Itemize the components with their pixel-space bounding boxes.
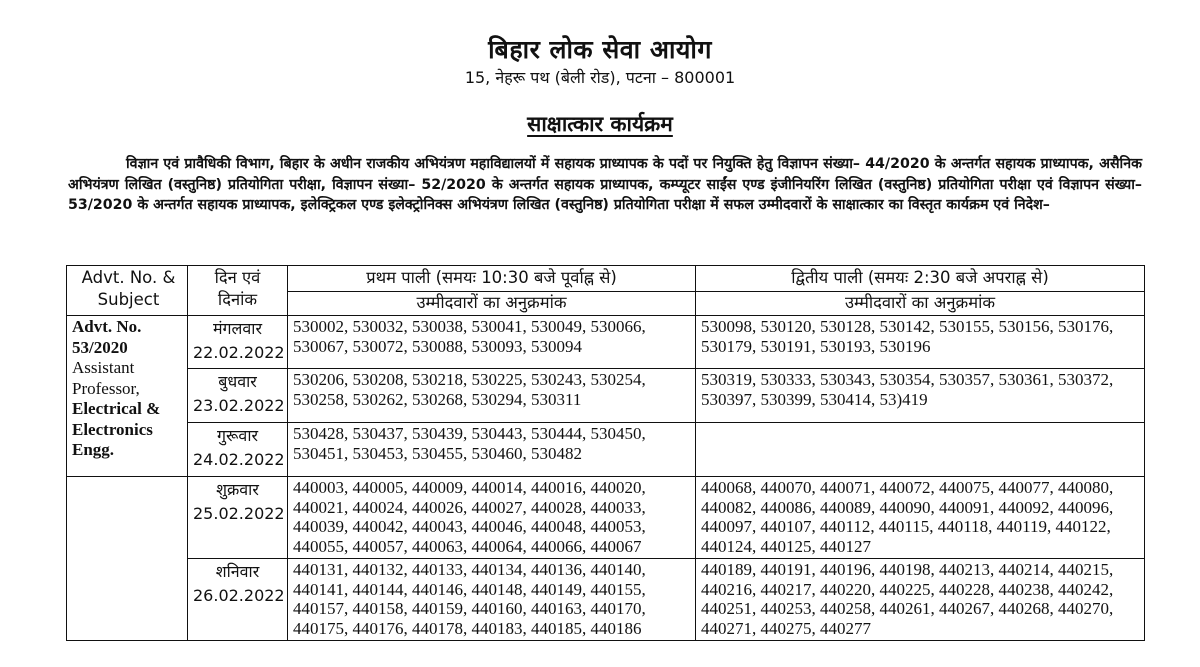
day-date-cell	[188, 369, 288, 423]
day-name: मंगलवार	[212, 319, 262, 338]
first-shift-roll-header: उम्मीदवारों का अनुक्रमांक	[288, 292, 696, 316]
advt-subject-cell-empty	[67, 477, 188, 641]
first-shift-rolls: 530002, 530032, 530038, 530041, 530049, 530066, 530067, 530072, 530088, 530093, 530094	[288, 316, 696, 369]
advt-subject-header	[67, 266, 188, 316]
date-value: 23.02.2022	[193, 396, 285, 415]
second-shift-rolls	[696, 423, 1145, 477]
commission-address: 15, नेहरू पथ (बेली रोड), पटना – 800001	[464, 68, 736, 87]
first-shift-rolls: 440131, 440132, 440133, 440134, 440136, 440140, 440141, 440144, 440146, 440148, 440149, 440155, 440157, 440158, 440159, 440160, 440163, 440170, 440175, 440176, 440178, 440183, 440185, 440186	[288, 559, 696, 641]
table-header-row	[67, 266, 1145, 292]
day-date-cell	[188, 423, 288, 477]
second-shift-rolls: 530319, 530333, 530343, 530354, 530357, 530361, 530372, 530397, 530399, 530414, 53)419	[696, 369, 1145, 423]
table-row	[67, 369, 1145, 423]
advt-subject-cell	[67, 316, 188, 477]
day-date-header	[188, 266, 288, 316]
document-subtitle	[0, 110, 1200, 138]
date-value: 24.02.2022	[193, 450, 285, 469]
second-shift-rolls: 530098, 530120, 530128, 530142, 530155, 530156, 530176, 530179, 530191, 530193, 530196	[696, 316, 1145, 369]
day-name: शनिवार	[215, 562, 260, 581]
day-name: बुधवार	[218, 372, 257, 391]
interview-schedule-table	[66, 265, 1145, 641]
first-shift-rolls: 530206, 530208, 530218, 530225, 530243, 530254, 530258, 530262, 530268, 530294, 530311	[288, 369, 696, 423]
day-header-line2: दिनांक	[217, 290, 258, 309]
subtitle-text: साक्षात्कार कार्यक्रम	[527, 112, 673, 136]
date-value: 22.02.2022	[193, 343, 285, 362]
first-shift-header: प्रथम पाली (समयः 10:30 बजे पूर्वाह्न से)	[288, 266, 696, 292]
advt-header-line2: Subject	[97, 290, 160, 309]
table-row	[67, 423, 1145, 477]
second-shift-header: द्वितीय पाली (समयः 2:30 बजे अपराह्न से)	[696, 266, 1145, 292]
advt-header-line1: Advt. No. &	[81, 268, 176, 287]
second-shift-roll-header: उम्मीदवारों का अनुक्रमांक	[696, 292, 1145, 316]
advt-number: Advt. No. 53/2020	[72, 317, 142, 357]
day-date-cell	[188, 316, 288, 369]
table-row	[67, 559, 1145, 641]
day-name: गुरूवार	[216, 426, 259, 445]
commission-title: बिहार लोक सेवा आयोग	[488, 35, 712, 64]
first-shift-rolls: 440003, 440005, 440009, 440014, 440016, 440020, 440021, 440024, 440026, 440027, 440028, 440033, 440039, 440042, 440043, 440046, 440048, 440053, 440055, 440057, 440063, 440064, 440066, 440067	[288, 477, 696, 559]
date-value: 26.02.2022	[193, 586, 285, 605]
second-shift-rolls: 440189, 440191, 440196, 440198, 440213, 440214, 440215, 440216, 440217, 440220, 440225, 440228, 440238, 440242, 440251, 440253, 440258, 440261, 440267, 440268, 440270, 440271, 440275, 440277	[696, 559, 1145, 641]
date-value: 25.02.2022	[193, 504, 285, 523]
second-shift-rolls: 440068, 440070, 440071, 440072, 440075, 440077, 440080, 440082, 440086, 440089, 440090, 440091, 440092, 440096, 440097, 440107, 440112, 440115, 440118, 440119, 440122, 440124, 440125, 440127	[696, 477, 1145, 559]
day-name: शुक्रवार	[216, 480, 259, 499]
subject-name: Electrical & Electronics Engg.	[72, 399, 161, 459]
table-row	[67, 477, 1145, 559]
post-name: Assistant Professor,	[72, 358, 140, 398]
day-date-cell	[188, 477, 288, 559]
intro-paragraph: विज्ञान एवं प्रावैधिकी विभाग, बिहार के अधीन राजकीय अभियंत्रण महाविद्यालयों में सहायक प्राध्यापक के पदों पर नियुक्ति हेतु विज्ञापन संख्या– 44/2020 के अन्तर्गत सहायक प्राध्यापक, असैनिक अभियंत्रण लिखित (वस्तुनिष्ठ) प्रतियोगिता परीक्षा, विज्ञापन संख्या– 52/2020 के अन्तर्गत सहायक प्राध्यापक, कम्प्यूटर साईंस एण्ड इंजीनियरिंग लिखित (वस्तुनिष्ठ) प्रतियोगिता परीक्षा एवं विज्ञापन संख्या– 53/2020 के अन्तर्गत सहायक प्राध्यापक, इलेक्ट्रिकल एण्ड इलेक्ट्रोनिक्स अभियंत्रण लिखित (वस्तुनिष्ठ) प्रतियोगिता परीक्षा में सफल उम्मीदवारों के साक्षात्कार का विस्तृत कार्यक्रम एवं निदेश–	[68, 156, 1142, 213]
first-shift-rolls: 530428, 530437, 530439, 530443, 530444, 530450, 530451, 530453, 530455, 530460, 530482	[288, 423, 696, 477]
day-header-line1: दिन एवं	[214, 268, 261, 287]
day-date-cell	[188, 559, 288, 641]
table-row	[67, 316, 1145, 369]
